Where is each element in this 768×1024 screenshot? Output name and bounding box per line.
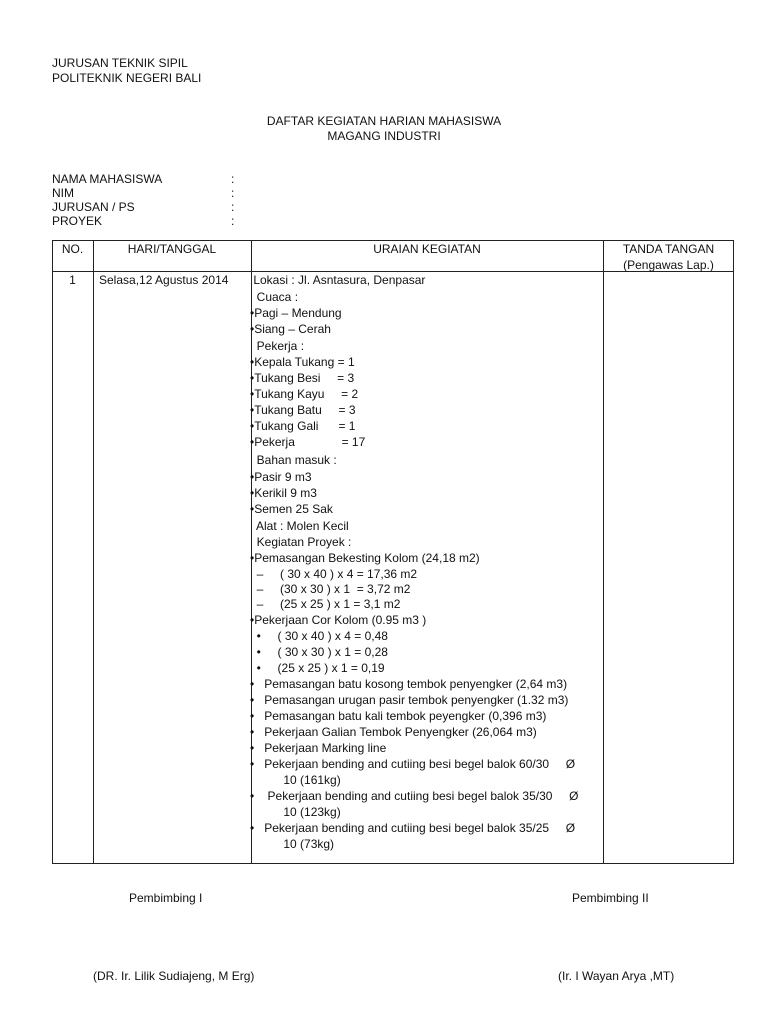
description-text: Kerikil 9 m3 — [254, 486, 317, 500]
description-text: Pekerja = 17 — [254, 435, 366, 449]
description-line — [250, 725, 537, 739]
description-text: (25 x 25 ) x 1 = 3,1 m2 — [263, 597, 401, 611]
bullet-marker: • — [250, 371, 255, 385]
bullet-marker: • — [250, 322, 255, 336]
document-title: DAFTAR KEGIATAN HARIAN MAHASISWA — [266, 114, 502, 128]
supervisor-2-title: Pembimbing II — [572, 891, 649, 905]
dash-marker: – — [250, 597, 264, 611]
description-text: Pagi – Mendung — [254, 306, 342, 320]
dash-marker: – — [250, 567, 264, 581]
description-text: Alat : Molen Kecil — [250, 519, 349, 533]
description-line — [250, 773, 341, 787]
bullet-marker: • — [250, 613, 255, 627]
description-text: Kegiatan Proyek : — [250, 535, 352, 549]
header-no: NO. — [61, 242, 84, 256]
document-subtitle: MAGANG INDUSTRI — [327, 129, 441, 143]
description-line — [250, 403, 356, 417]
bullet-marker: • — [250, 661, 261, 675]
description-text: ( 30 x 30 ) x 1 = 0,28 — [260, 645, 388, 659]
info-label-jurusan: JURUSAN / PS — [52, 200, 135, 214]
supervisor-2-name: (Ir. I Wayan Arya ,MT) — [558, 969, 675, 983]
bullet-marker: • — [250, 403, 255, 417]
bullet-marker: • — [250, 387, 255, 401]
supervisor-1-name: (DR. Ir. Lilik Sudiajeng, M Erg) — [93, 969, 255, 983]
bullet-marker: • — [250, 677, 255, 691]
description-line — [250, 837, 334, 851]
dash-marker: – — [250, 582, 264, 596]
description-line — [250, 502, 333, 516]
info-label-name: NAMA MAHASISWA — [52, 172, 163, 186]
description-text: Pekerjaan bending and cutiing besi begel balok 35/30 Ø — [254, 789, 579, 803]
description-line — [250, 709, 546, 723]
description-text: Pemasangan batu kali tembok peyengker (0,396 m3) — [254, 709, 547, 723]
description-line — [250, 470, 312, 484]
description-line — [250, 290, 298, 304]
bullet-marker: • — [250, 435, 255, 449]
header-signature: TANDA TANGAN — [622, 242, 715, 256]
bullet-marker: • — [250, 306, 255, 320]
description-line — [250, 355, 355, 369]
info-label-nim: NIM — [52, 186, 74, 200]
bullet-marker: • — [250, 741, 255, 755]
description-line — [250, 322, 331, 336]
info-colon-proyek: : — [231, 214, 235, 228]
description-line — [250, 741, 386, 755]
bullet-marker: • — [250, 419, 255, 433]
description-text: Semen 25 Sak — [254, 502, 333, 516]
description-text: Lokasi : Jl. Asntasura, Denpasar — [250, 273, 426, 287]
description-line — [250, 677, 567, 691]
bullet-marker: • — [250, 551, 255, 565]
row-number: 1 — [69, 273, 76, 287]
description-text: Pekerjaan Marking line — [254, 741, 387, 755]
bullet-marker: • — [250, 725, 255, 739]
info-colon-name: : — [231, 172, 235, 186]
description-text: (30 x 30 ) x 1 = 3,72 m2 — [263, 582, 411, 596]
description-line — [250, 789, 578, 803]
supervisor-1-title: Pembimbing I — [129, 891, 203, 905]
bullet-marker: • — [250, 355, 255, 369]
bullet-marker: • — [250, 629, 261, 643]
description-line — [250, 306, 342, 320]
description-text: Cuaca : — [250, 290, 299, 304]
description-line — [250, 645, 388, 659]
description-text: Pekerja : — [250, 339, 305, 353]
bullet-marker: • — [250, 693, 255, 707]
header-date: HARI/TANGGAL — [127, 242, 217, 256]
description-text: Pekerjaan bending and cutiing besi begel balok 60/30 Ø — [254, 757, 576, 771]
description-text: ( 30 x 40 ) x 4 = 17,36 m2 — [263, 567, 418, 581]
description-line — [250, 273, 425, 287]
description-line — [250, 551, 480, 565]
description-text: (25 x 25 ) x 1 = 0,19 — [260, 661, 385, 675]
bullet-marker: • — [250, 645, 261, 659]
description-text: Pekerjaan bending and cutiing besi begel balok 35/25 Ø — [254, 821, 576, 835]
description-text: Pemasangan Bekesting Kolom (24,18 m2) — [254, 551, 480, 565]
description-text: Tukang Besi = 3 — [254, 371, 355, 385]
bullet-marker: • — [250, 502, 255, 516]
school-name: POLITEKNIK NEGERI BALI — [52, 71, 202, 85]
description-text: Pemasangan urugan pasir tembok penyengker (1.32 m3) — [254, 693, 569, 707]
description-text: 10 (161kg) — [250, 773, 341, 787]
description-text: 10 (123kg) — [250, 805, 341, 819]
description-line — [250, 453, 337, 467]
description-text: ( 30 x 40 ) x 4 = 0,48 — [260, 629, 388, 643]
header-description: URAIAN KEGIATAN — [373, 242, 481, 256]
description-line — [250, 371, 354, 385]
department-name: JURUSAN TEKNIK SIPIL — [52, 56, 188, 70]
column-divider — [603, 240, 604, 864]
description-line — [250, 519, 349, 533]
header-signature-sub: (Pengawas Lap.) — [623, 258, 714, 272]
bullet-marker: • — [250, 757, 255, 771]
description-line — [250, 339, 304, 353]
description-text: Pasir 9 m3 — [254, 470, 312, 484]
bullet-marker: • — [250, 709, 255, 723]
bullet-marker: • — [250, 821, 255, 835]
bullet-marker: • — [250, 470, 255, 484]
description-text: Kepala Tukang = 1 — [254, 355, 355, 369]
description-line — [250, 821, 575, 835]
description-line — [250, 613, 426, 627]
description-text: Siang – Cerah — [254, 322, 331, 336]
description-text: Tukang Kayu = 2 — [254, 387, 359, 401]
description-line — [250, 661, 385, 675]
description-text: Pemasangan batu kosong tembok penyengker (2,64 m3) — [254, 677, 568, 691]
description-line — [250, 582, 410, 596]
description-line — [250, 757, 575, 771]
bullet-marker: • — [250, 789, 255, 803]
description-text: Tukang Batu = 3 — [254, 403, 356, 417]
description-text: Bahan masuk : — [250, 453, 337, 467]
description-line — [250, 535, 351, 549]
description-text: Tukang Gali = 1 — [254, 419, 356, 433]
description-line — [250, 805, 341, 819]
description-line — [250, 629, 388, 643]
bullet-marker: • — [250, 486, 255, 500]
description-line — [250, 597, 400, 611]
info-label-proyek: PROYEK — [52, 214, 103, 228]
info-colon-nim: : — [231, 186, 235, 200]
description-line — [250, 567, 417, 581]
description-line — [250, 486, 317, 500]
row-date: Selasa,12 Agustus 2014 — [99, 273, 229, 287]
info-colon-jurusan: : — [231, 200, 235, 214]
description-line — [250, 693, 568, 707]
column-divider — [93, 240, 94, 864]
description-text: Pekerjaan Cor Kolom (0.95 m3 ) — [254, 613, 427, 627]
description-text: Pekerjaan Galian Tembok Penyengker (26,064 m3) — [254, 725, 537, 739]
description-text: 10 (73kg) — [250, 837, 335, 851]
description-line — [250, 435, 365, 449]
description-line — [250, 387, 358, 401]
description-line — [250, 419, 355, 433]
